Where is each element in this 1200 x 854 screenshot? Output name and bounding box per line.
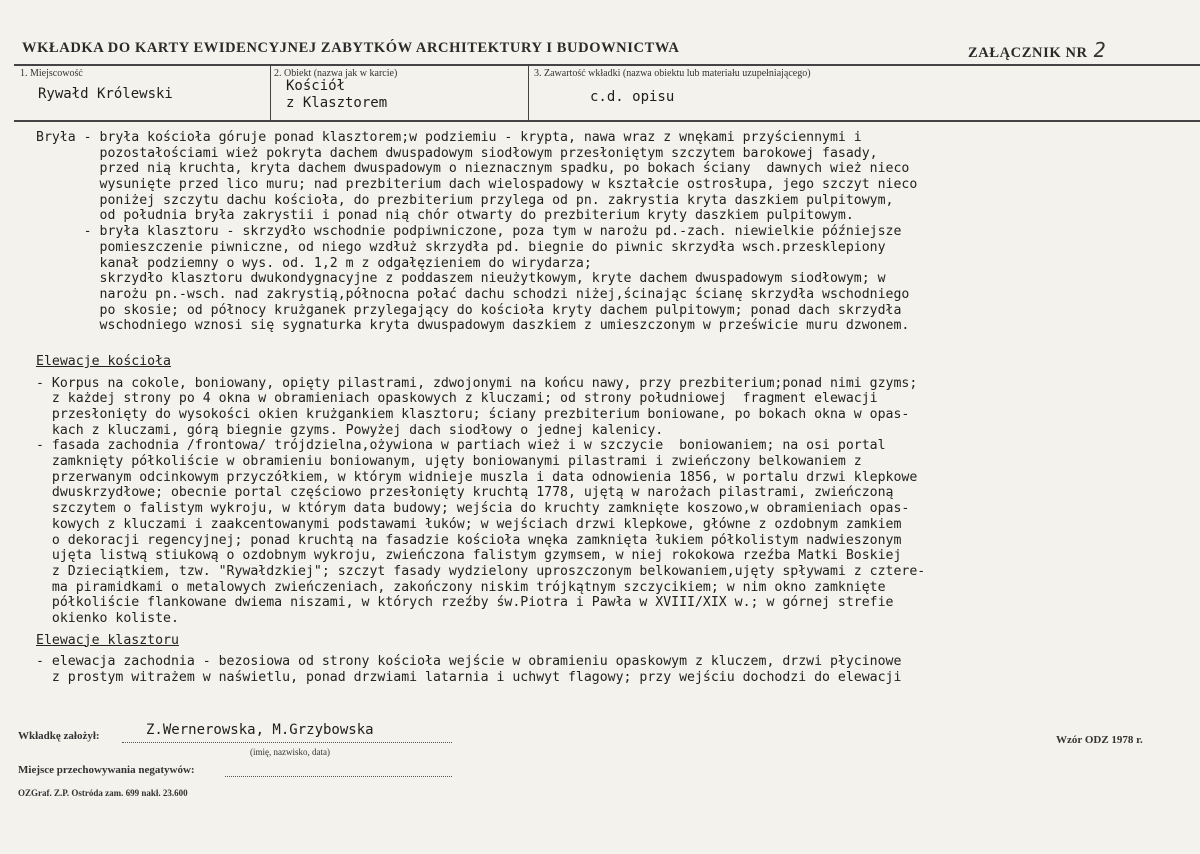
form-title: WKŁADKA DO KARTY EWIDENCYJNEJ ZABYTKÓW ARCHITEKTURY I BUDOWNICTWA <box>22 40 680 56</box>
locality-label: 1. Miejscowość <box>20 68 83 79</box>
monastery-line: - elewacja zachodnia - bezosiowa od strony kościoła wejście w obramieniu opaskowym z kluczem, drzwi płycinowe <box>36 654 902 670</box>
description-body <box>36 130 1186 686</box>
church-line: okienko koliste. <box>36 610 179 626</box>
church-line: z Dzieciątkiem, tzw. "Rywałdzkiej"; szczyt fasady wydzielony uproszczonym belkowaniem,ujęty spływami z cztere- <box>36 563 926 579</box>
church-line: - fasada zachodnia /frontowa/ trójdzielna,ożywiona w partiach wież i w szczycie boniowaniem; na osi portal <box>36 438 886 454</box>
body-line: - bryła klasztoru - skrzydło wschodnie podpiwniczone, poza tym w narożu pd.-zach. niewielkie późniejsze <box>36 224 902 240</box>
negatives-location-label: Miejsce przechowywania negatywów: <box>18 764 195 776</box>
church-line: kach z kluczami, górą biegnie gzyms. Powyżej dach siodłowy o jednej kalenicy. <box>36 422 664 438</box>
heading-church-elevations: Elewacje kościoła <box>36 353 171 369</box>
prepared-by-hint: (imię, nazwisko, data) <box>250 747 330 757</box>
object-value-line2: z Klasztorem <box>286 95 388 111</box>
body-line: pomieszczenie piwniczne, od niego wzdłuż skrzydła pd. biegnie do piwnic skrzydła wsch.przesklepiony <box>36 239 886 255</box>
body-line: poniżej szczytu dachu kościoła, do prezbiterium przylega od pn. zakrystia kryta daszkiem pulpitowym, <box>36 192 894 208</box>
church-line: z każdej strony po 4 okna w obramieniach opaskowych z kluczami; od strony południowej fragment elewacji <box>36 391 878 407</box>
field-divider-1 <box>270 64 271 121</box>
church-line: dwuskrzydłowe; obecnie portal częściowo przesłonięty kruchtą 1778, ujętą w narożach pilastrami, zwieńczoną <box>36 485 894 501</box>
negatives-location-line <box>225 776 452 777</box>
prepared-by-label: Wkładkę założył: <box>18 730 100 742</box>
body-line: Bryła - bryła kościoła góruje ponad klasztorem;w podziemiu - krypta, nawa wraz z wnękami przyściennymi i <box>36 130 862 145</box>
field-divider-2 <box>528 64 529 121</box>
form-version: Wzór ODZ 1978 r. <box>1056 734 1143 746</box>
header-rule-top <box>14 64 1200 66</box>
body-line: kanał podziemny o wys. od. 1,2 m z odgałęzieniem do wirydarza; <box>36 255 592 271</box>
church-line: szczytem o falistym wykroju, w którym data budowy; wejścia do kruchty zamknięte koszowo,w obramieniach opas- <box>36 501 910 517</box>
annex-label-text: ZAŁĄCZNIK NR <box>968 45 1088 61</box>
church-line: półkoliście flankowane dwiema niszami, w których rzeźby św.Piotra i Pawła w XVIII/XIX w.; w górnej strefie <box>36 595 894 611</box>
object-value-line1: Kościół <box>286 78 346 94</box>
church-line: przesłonięty do wysokości okien krużgankiem klasztoru; ściany prezbiterium boniowane, po bokach okna w opas- <box>36 407 910 422</box>
content-value: c.d. opisu <box>590 89 675 105</box>
annex-number: 2 <box>1093 38 1107 62</box>
church-line: ujęta listwą stiukową o ozdobnym wykroju, zwieńczona falistym gzymsem, w niej rokokowa rzeźba Matki Boskiej <box>36 548 902 564</box>
section-gap <box>36 334 1186 354</box>
body-line: przed nią kruchta, kryta dachem dwuspadowym o nieznacznym spadku, po bokach ściany dawnych wież nieco <box>36 161 910 177</box>
body-line: pozostałościami wież pokryta dachem dwuspadowym siodłowym przesłoniętym szczytem barokowej fasady, <box>36 145 878 161</box>
church-line: o dekoracji regencyjnej; ponad kruchtą na fasadzie kościoła wnęka zamknięta łukiem półkolistym nadwieszonym <box>36 532 902 548</box>
locality-value: Rywałd Królewski <box>38 86 173 102</box>
body-line: od południa bryła zakrystii i ponad nią chór otwarty do prezbiterium kryty daszkiem pulpitowym. <box>36 208 854 224</box>
church-line: - Korpus na cokole, boniowany, opięty pilastrami, zdwojonymi na końcu nawy, przy prezbiterium;ponad nimi gzyms; <box>36 375 918 391</box>
body-line: po skosie; od północy krużganek przylegający do kościoła kryty dachem pulpitowym; ponad dach skrzydła <box>36 302 902 318</box>
printer-info: OZGraf. Z.P. Ostróda zam. 699 nakł. 23.600 <box>18 788 188 798</box>
object-label: 2. Obiekt (nazwa jak w karcie) <box>274 68 398 79</box>
heading-monastery-elevations: Elewacje klasztoru <box>36 632 179 648</box>
body-line: wysunięte przed lico muru; nad prezbiterium dach wielospadowy w kształcie ostrosłupa, jego szczyt nieco <box>36 177 918 193</box>
church-line: kowych z kluczami i zaakcentowanymi podstawami łuków; w wejściach drzwi klepkowe, główne z ozdobnym zamkiem <box>36 516 902 532</box>
body-line: skrzydło klasztoru dwukondygnacyjne z poddaszem nieużytkowym, kryte dachem dwuspadowym siodłowym; w <box>36 271 886 287</box>
church-line: zamknięty półkoliście w obramieniu boniowanym, ujęty boniowanymi pilastrami i zwieńczony belkowaniem z <box>36 454 862 470</box>
header-rule-bottom <box>14 120 1200 122</box>
monastery-line: z prostym witrażem w naświetlu, ponad drzwiami latarnia i uchwyt flagowy; przy wejściu dochodzi do elewacji <box>36 670 902 685</box>
body-line: wschodniego wznosi się sygnaturka kryta dwuspadowym daszkiem z umieszczonym w prześwicie muru dzwonem. <box>36 318 910 334</box>
body-line: narożu pn.-wsch. nad zakrystią,północna połać dachu schodzi niżej,ścinając ścianę skrzydła wschodniego <box>36 286 910 302</box>
annex-label <box>968 38 1106 62</box>
church-line: przerwanym odcinkowym przyczółkiem, w którym widnieje muszla i data odnowienia 1856, w portalu drzwi klepkowe <box>36 469 918 485</box>
prepared-by-line <box>122 742 452 743</box>
content-label: 3. Zawartość wkładki (nazwa obiektu lub materiału uzupełniającego) <box>534 68 811 79</box>
prepared-by-value: Z.Wernerowska, M.Grzybowska <box>146 722 374 738</box>
church-line: ma piramidkami o metalowych zwieńczeniach, zakończony niskim trójkątnym szczycikiem; w nim okno zamknięte <box>36 579 886 595</box>
